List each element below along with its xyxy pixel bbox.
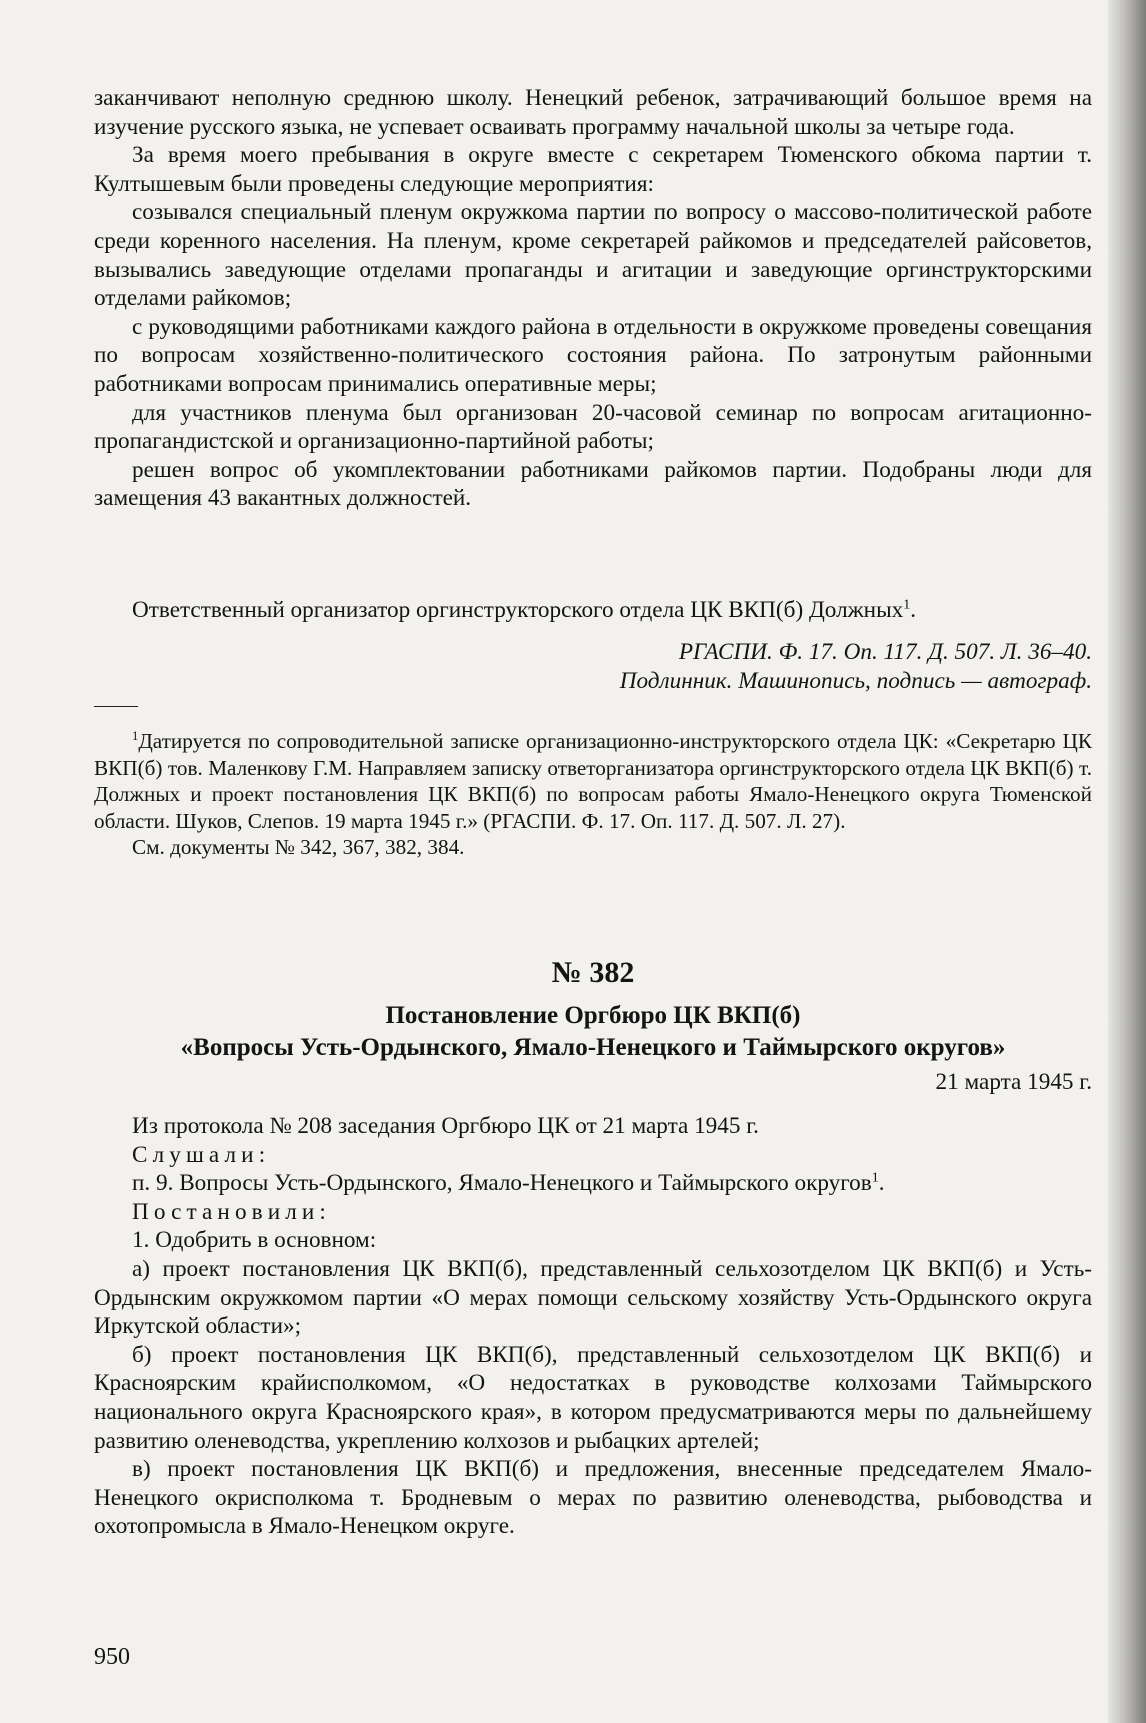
decision-1: 1. Одобрить в основном: xyxy=(132,1227,377,1254)
heard-item: п. 9. Вопросы Усть-Ордынского, Ямало-Ненецкого и Таймырского округов xyxy=(132,1170,872,1197)
protocol-line: Из протокола № 208 заседания Оргбюро ЦК от 21 марта 1945 г. xyxy=(132,1113,759,1139)
page-number: 950 xyxy=(94,1644,130,1670)
paragraph: За время моего пребывания в округе вместе с секретарем Тюменского обкома партии т. Култышевым были проведены следующие мероприятия: xyxy=(94,142,1092,197)
see-documents: См. документы № 342, 367, 382, 384. xyxy=(132,835,465,860)
footnote-mark: 1 xyxy=(132,728,139,743)
document-title-line-2: «Вопросы Усть-Ордынского, Ямало-Ненецкого и Таймырского округов» xyxy=(180,1034,1006,1061)
footnote-block xyxy=(94,728,1092,861)
paragraph: созывался специальный пленум окружкома партии по вопросу о массово-политической работе среди коренного населения. На пленум, кроме секретарей райкомов и председателей райсоветов, вызывались заведующие отделами пропаганды и агитации и заведующие оргинструкторскими отделами райкомов; xyxy=(94,199,1092,312)
archive-reference: РГАСПИ. Ф. 17. Оп. 117. Д. 507. Л. 36–40. xyxy=(678,639,1092,665)
decision-c: в) проект постановления ЦК ВКП(б) и предложения, внесенные председателем Ямало-Ненецкого окрисполкома т. Бродневым о мерах по развитию оленеводства, рыбоводства и охотопромысла в Ямало-Ненецком округе. xyxy=(94,1456,1092,1540)
decided-label: Постановили: xyxy=(132,1198,331,1225)
document-title-line-1: Постановление Оргбюро ЦК ВКП(б) xyxy=(385,1002,801,1029)
paragraph: решен вопрос об укомплектовании работниками райкомов партии. Подобраны люди для замещения 43 вакантных должностей. xyxy=(94,456,1092,512)
heard-label: Слушали: xyxy=(132,1141,271,1168)
footnote-text: Датируется по сопроводительной записке организационно-инструкторского отдела ЦК: «Секретарю ЦК ВКП(б) тов. Маленкову Г.М. Направляем записку ответорганизатора оргинструкторского отдела ЦК ВКП(б) т. Должных и проект постановления ЦК ВКП(б) по вопросам работы Ямало-Ненецкого округа Тюменской области. Шуков, Слепов. 19 марта 1945 г.» (РГАСПИ. Ф. 17. Оп. 117. Д. 507. Л. 27). xyxy=(94,729,1092,833)
decision-a: а) проект постановления ЦК ВКП(б), представленный сельхозотделом ЦК ВКП(б) и Усть-Ордынским окружкомом партии «О мерах помощи сельскому хозяйству Усть-Ордынского округа Иркутской области»; xyxy=(94,1255,1092,1340)
paragraph: заканчивают неполную среднюю школу. Ненецкий ребенок, затрачивающий большое время на изучение русского языка, не успевает осваивать программу начальной школы за четыре года. xyxy=(94,85,1092,140)
document-number: № 382 xyxy=(551,956,635,989)
footnote-ref: 1 xyxy=(903,597,911,613)
book-spine-shadow xyxy=(1108,0,1146,1723)
document-date: 21 марта 1945 г. xyxy=(935,1069,1092,1095)
original-note: Подлинник. Машинопись, подпись — автограф. xyxy=(619,667,1092,694)
footnote-rule xyxy=(94,706,138,707)
paragraph: с руководящими работниками каждого района в отдельности в окружкоме проведены совещания по вопросам хозяйственно-политического состояния района. По затронутым районными работниками вопросам принимались оперативные меры; xyxy=(94,313,1092,397)
signature-line: Ответственный организатор оргинструкторского отдела ЦК ВКП(б) Должных$^1$. xyxy=(132,597,916,623)
document-header xyxy=(94,954,1092,1097)
signature: Ответственный организатор оргинструкторского отдела ЦК ВКП(б) Должных xyxy=(132,597,904,623)
continued-text xyxy=(94,84,1092,513)
decision-b: б) проект постановления ЦК ВКП(б), представленный сельхозотделом ЦК ВКП(б) и Красноярским крайисполкомом, «О недостатках в руководстве колхозами Таймырского национального округа Красноярского края», в котором предусматриваются меры по дальнейшему развитию оленеводства, укреплению колхозов и рыбацких артелей; xyxy=(94,1341,1092,1454)
footnote-ref: 1 xyxy=(871,1170,879,1186)
protocol-block: Из протокола № 208 заседания Оргбюро ЦК от 21 марта 1945 г. Слушали: п. 9. Вопросы Усть-Ордынского, Ямало-Ненецкого и Таймырского округов$^1$. Постановили: 1. Одобрить в основном: а) проект постановления ЦК ВКП(б), представленный сельхозотделом ЦК ВКП(б) и Усть-Ордынским окружкомом партии «О мерах помощи сельскому хозяйству Усть-Ордынского округа Иркутской области»; б) проект постановления ЦК ВКП(б), представленный сельхозотделом ЦК ВКП(б) и Красноярским крайисполкомом, «О недостатках в руководстве колхозами Таймырского национального округа Красноярского края», в котором предусматриваются меры по дальнейшему развитию оленеводства, укреплению колхозов и рыбацких артелей; в) проект постановления ЦК ВКП(б) и предложения, внесенные председателем Ямало-Ненецкого окрисполкома т. Бродневым о мерах по развитию оленеводства, рыбоводства и охотопромысла в Ямало-Ненецком округе. xyxy=(94,1113,1092,1540)
archive-block xyxy=(94,638,1092,695)
paragraph: для участников пленума был организован 20-часовой семинар по вопросам агитационно-пропагандистской и организационно-партийной работы; xyxy=(94,399,1092,455)
